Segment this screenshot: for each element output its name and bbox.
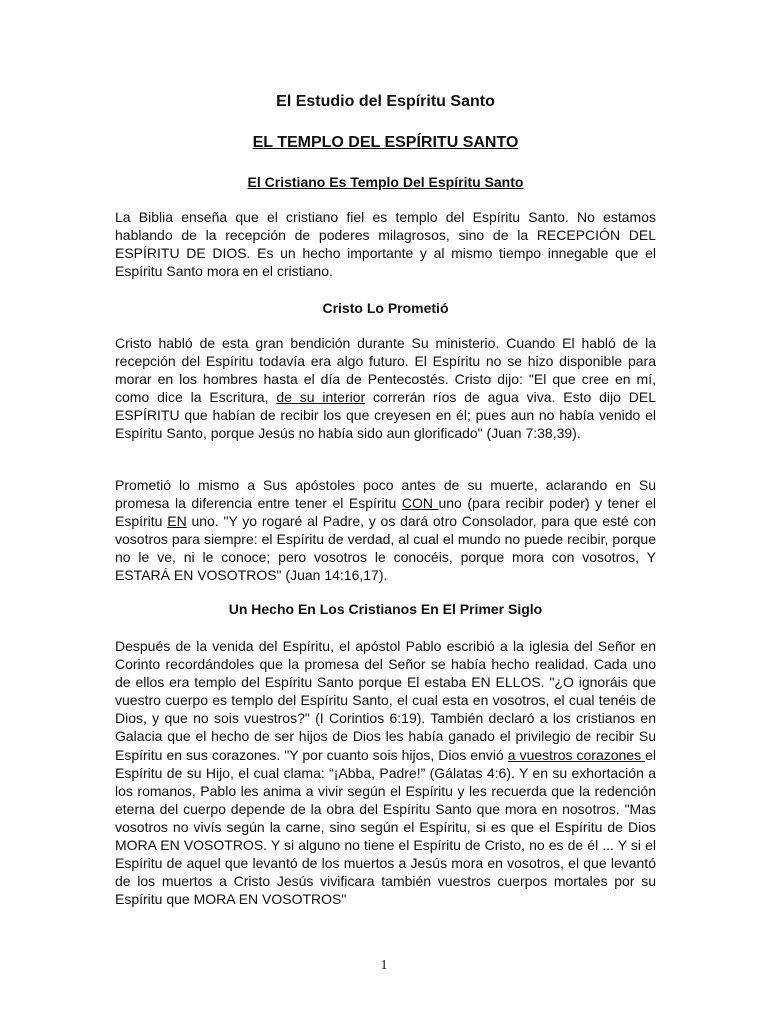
text-run: correrán ríos de agua viva. Esto dijo DEL ESPÍRITU que habían de recibir los que creyesen en él; pues aun no había venido el Espíritu Santo, porque Jesús no había sido aun glorificado" (Juan 7:38,39). <box>115 389 657 442</box>
document-title: El Estudio del Espíritu Santo <box>276 93 495 110</box>
document-subtitle: EL TEMPLO DEL ESPÍRITU SANTO <box>252 134 519 151</box>
page-number: 1 <box>380 958 388 973</box>
text-run: uno (para recibir poder) y tener el Espíritu <box>115 495 656 530</box>
section-heading-templo: El Cristiano Es Templo Del Espíritu Santo <box>247 174 524 190</box>
text-run: Prometió lo mismo a Sus apóstoles poco antes de su muerte, aclarando en Su promesa la diferencia entre tener el Espíritu <box>115 477 656 512</box>
paragraph-biblia: La Biblia enseña que el cristiano fiel es templo del Espíritu Santo. No estamos hablando de la recepción de poderes milagrosos, sino de la RECEPCIÓN DEL ESPÍRITU DE DIOS. Es un hecho importante y al mismo tiempo innegable que el Espíritu Santo mora en el cristiano. <box>115 209 656 280</box>
text-run: Después de la venida del Espíritu, el apóstol Pablo escribió a la iglesia del Señor en Corinto recordándoles que la promesa del Señor se había hecho realidad. Cada uno de ellos era templo del Espíritu Santo porque El estaba EN ELLOS. "¿O ignoráis que vuestro cuerpo es templo del Espíritu Santo, el cual esta en vosotros, el cual tenéis de Dios, y que no sois vuestros?" (I Corintios 6:19). También declaró a los cristianos en Galacia que el hecho de ser hijos de Dios les había ganado el privilegio de recibir Su Espíritu en sus corazones. "Y por cuanto sois hijos, Dios envió <box>115 638 656 763</box>
underlined-text: de su interior <box>276 389 366 406</box>
section-heading-primer-siglo: Un Hecho En Los Cristianos En El Primer Siglo <box>228 601 543 617</box>
text-run: Cristo habló de esta gran bendición durante Su ministerio. Cuando El habló de la recepción del Espíritu todavía era algo futuro. El Espíritu no se hizo disponible para morar en los hombres hasta el día de Pentecostés. Cristo dijo: "El que cree en mí, como dice la Escritura, <box>115 335 656 406</box>
text-run: uno. "Y yo rogaré al Padre, y os dará otro Consolador, para que esté con vosotros para siempre: el Espíritu de verdad, al cual el mundo no puede recibir, porque no le ve, ni le conoce; pero vosotros le conocéis, porque mora con vosotros, Y ESTARÁ EN VOSOTROS" (Juan 14:16,17). <box>115 513 656 584</box>
underlined-text: a vuestros corazones <box>507 746 646 763</box>
section-heading-cristo-prometio: Cristo Lo Prometió <box>322 300 449 316</box>
underlined-text: CON <box>401 495 439 512</box>
paragraph-pablo <box>115 637 656 908</box>
text-run: el Espíritu de su Hijo, el cual clama: “¡Abba, Padre!” (Gálatas 4:6). Y en su exhortación a los romanos, Pablo les anima a vivir según el Espíritu y les recuerda que la redención eterna del cuerpo depende de la obra del Espíritu Santo que mora en nosotros. "Mas vosotros no vivís según la carne, sino según el Espíritu, si es que el Espíritu de Dios MORA EN VOSOTROS. Y si alguno no tiene el Espíritu de Cristo, no es de él ... Y si el Espíritu de aquel que levantó de los muertos a Jesús mora en vosotros, el que levantó de los muertos a Cristo Jesús vivificara también vuestros cuerpos mortales por su Espíritu que MORA EN VOSOTROS" <box>115 746 657 908</box>
paragraph-prometio <box>115 476 656 585</box>
underlined-text: EN <box>167 513 187 530</box>
paragraph-cristo-hablo <box>115 334 656 443</box>
